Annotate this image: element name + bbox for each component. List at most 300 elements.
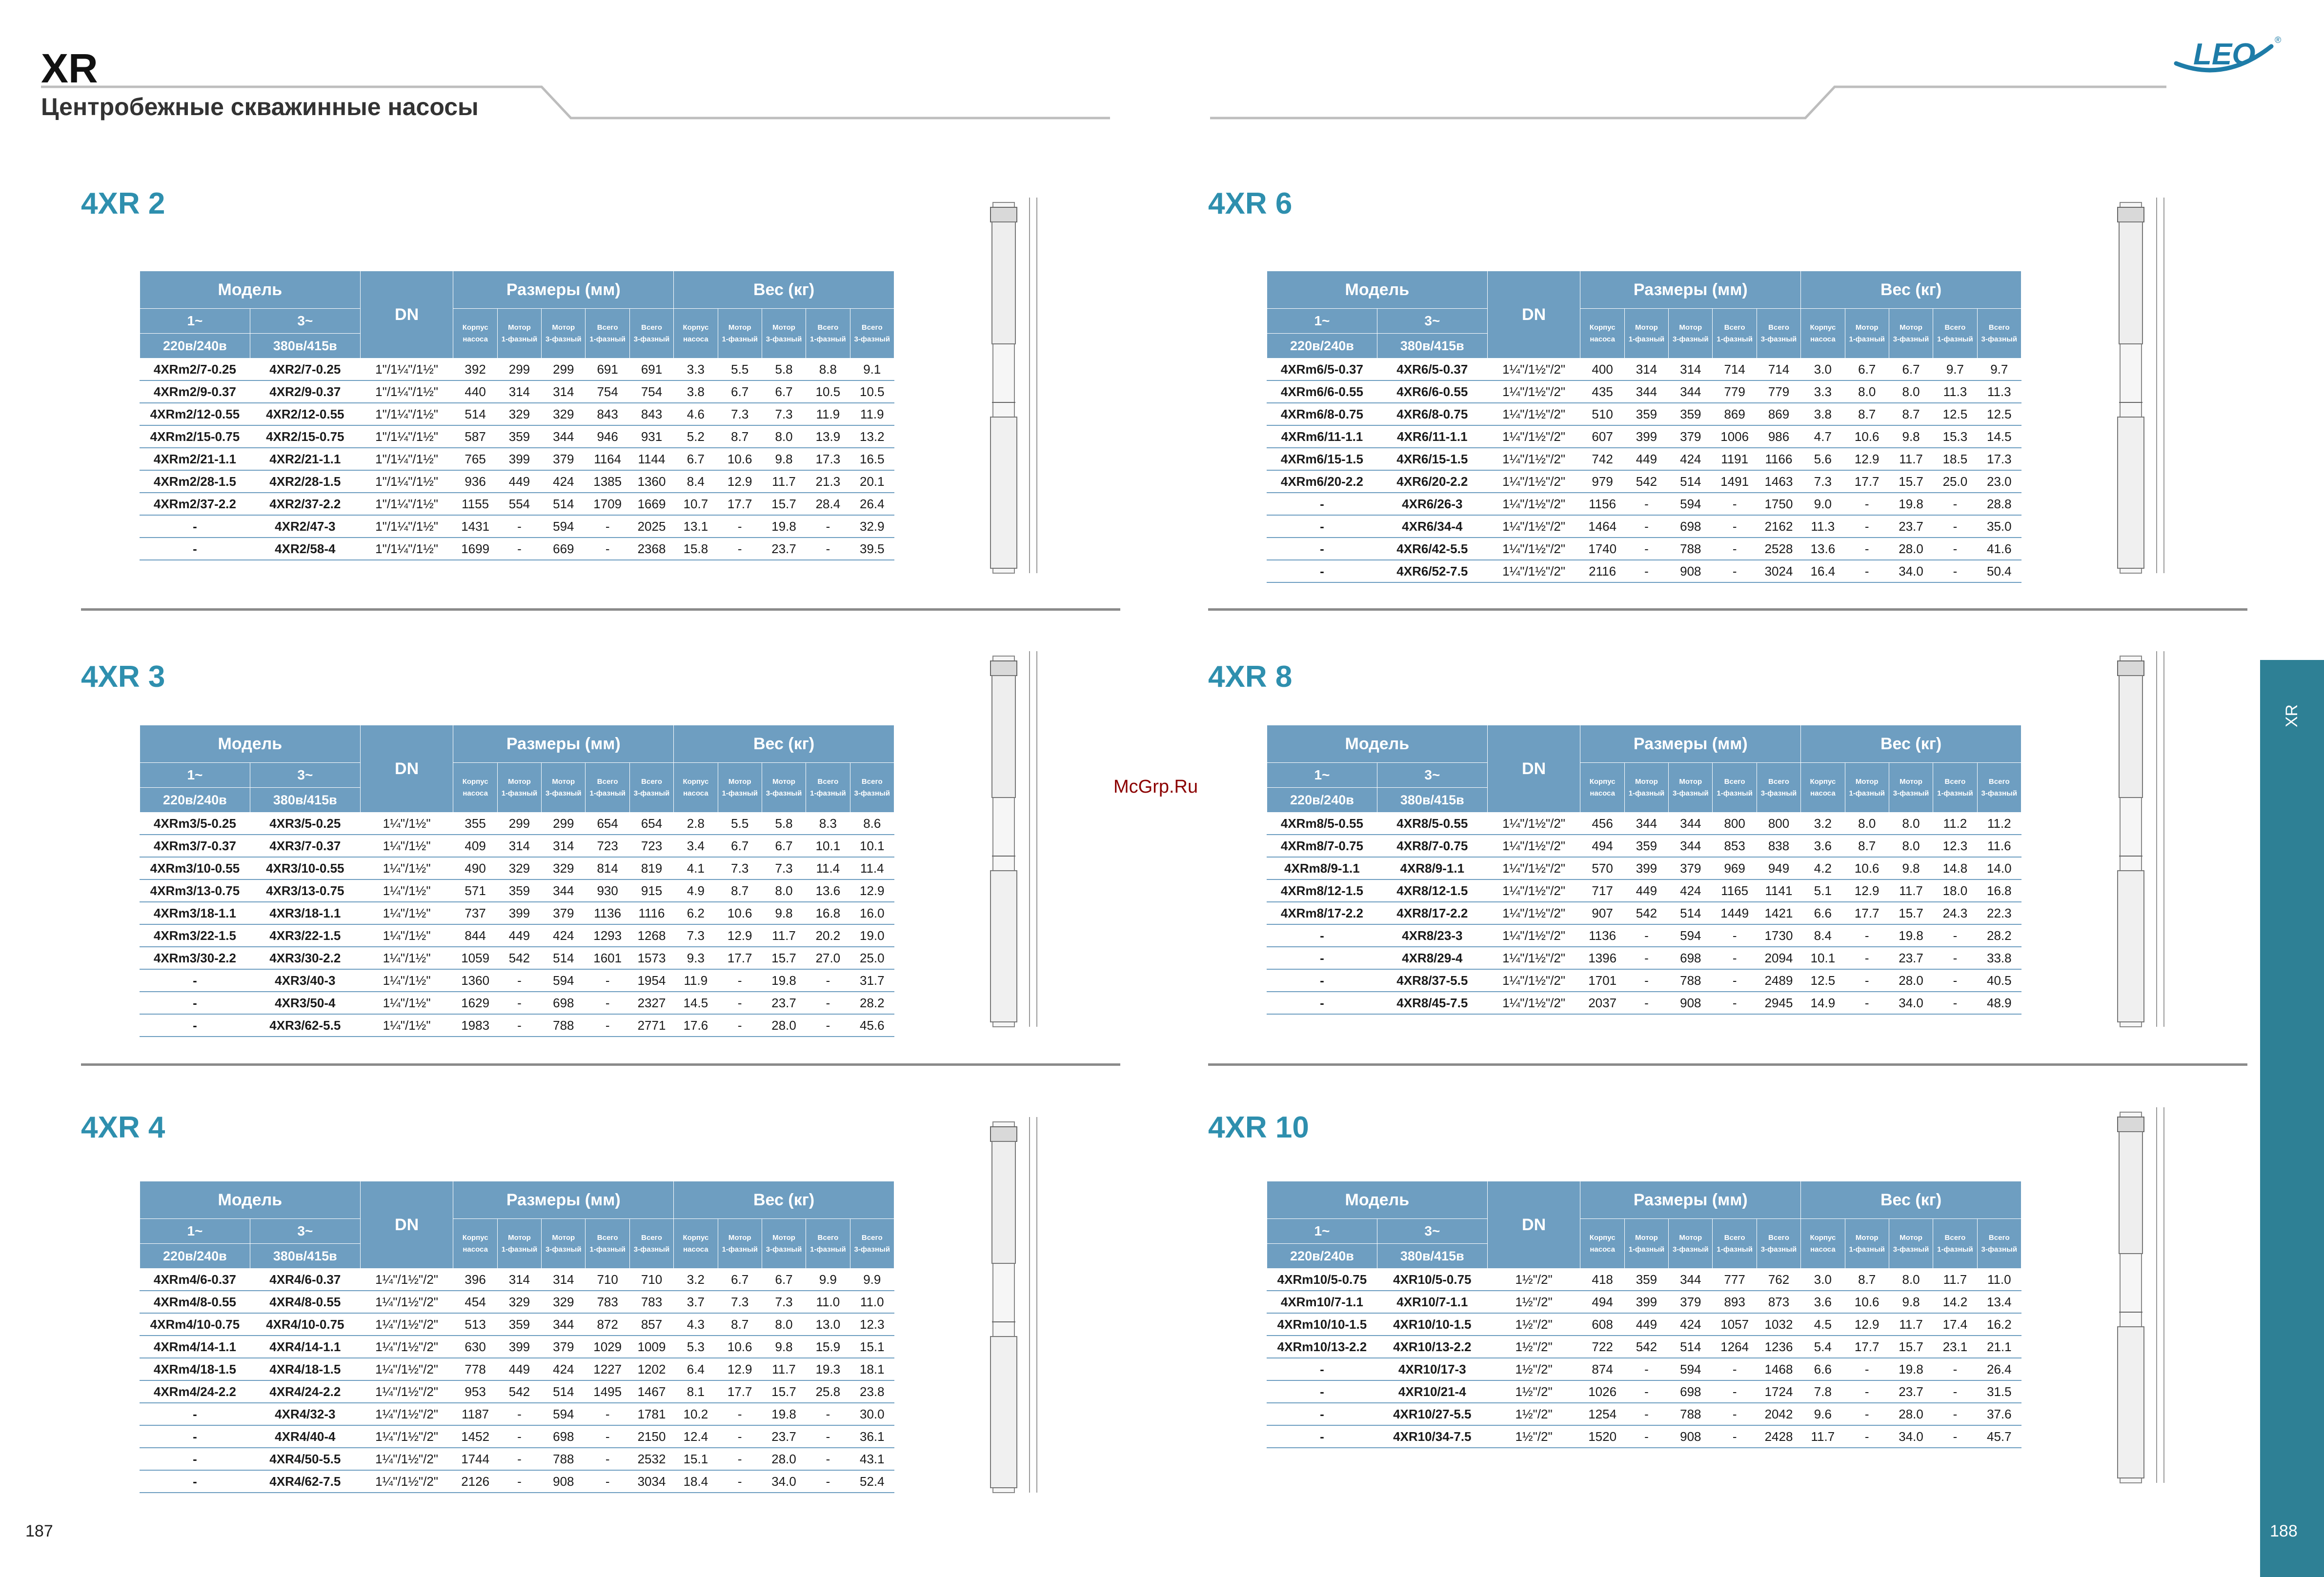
header-total-3ph-line2: 3-фазный [854, 1245, 890, 1254]
value-cell: 654 [586, 813, 629, 835]
value-cell: 514 [1669, 1336, 1713, 1358]
header-single-voltage: 220в/240в [140, 1244, 250, 1269]
header-total-1ph [586, 1219, 629, 1269]
value-cell: 23.0 [1977, 470, 2021, 493]
header-motor-3ph-line1: Мотор [1900, 1233, 1922, 1242]
value-cell: - [1624, 969, 1668, 992]
table-row [1267, 835, 2021, 857]
table-row [1267, 969, 2021, 992]
value-cell: 449 [1624, 1313, 1668, 1336]
value-cell: 542 [1624, 1336, 1668, 1358]
model-cell: 4XRm8/7-0.75 [1267, 835, 1377, 857]
value-cell: 7.3 [762, 857, 806, 879]
value-cell: 314 [1624, 359, 1668, 381]
model-cell: - [1267, 1358, 1377, 1380]
header-motor-1ph [497, 1219, 541, 1269]
header-dn: DN [360, 725, 453, 813]
header-pump-body-line1: Корпус [1810, 1233, 1836, 1242]
value-cell: 513 [453, 1313, 497, 1336]
value-cell: 3.8 [1801, 403, 1845, 425]
value-cell: 8.0 [1845, 813, 1889, 835]
header-single-voltage: 220в/240в [140, 334, 250, 359]
header-motor-1ph-line1: Мотор [508, 323, 531, 332]
value-cell: 25.8 [806, 1380, 850, 1403]
value-cell: 8.6 [850, 813, 894, 835]
header-pump-body-line1: Корпус [683, 1233, 709, 1242]
value-cell: 7.3 [718, 857, 762, 879]
table-row [140, 359, 894, 381]
value-cell: 33.8 [1977, 947, 2021, 969]
value-cell: - [1713, 992, 1757, 1014]
header-motor-3ph [1669, 309, 1713, 359]
header-total-3ph-line1: Всего [1768, 323, 1789, 332]
header-three-phase: 3~ [1377, 309, 1487, 334]
model-cell: 4XRm4/18-1.5 [140, 1358, 250, 1380]
header-total-1ph-line1: Всего [817, 777, 839, 786]
value-cell: 34.0 [1889, 560, 1933, 582]
header-motor-3ph-line2: 3-фазный [1893, 789, 1929, 798]
value-cell: - [1713, 947, 1757, 969]
value-cell: 15.7 [762, 1380, 806, 1403]
header-total-3ph-line1: Всего [861, 777, 883, 786]
value-cell: - [1624, 560, 1668, 582]
value-cell: - [806, 1403, 850, 1425]
header-single-voltage: 220в/240в [140, 788, 250, 813]
value-cell: 23.7 [762, 1425, 806, 1448]
value-cell: 379 [542, 1336, 586, 1358]
value-cell: 1155 [453, 493, 497, 515]
header-motor-1ph-line2: 1-фазный [1849, 789, 1885, 798]
model-cell: 4XR6/52-7.5 [1377, 560, 1487, 582]
value-cell: 6.7 [718, 835, 762, 857]
value-cell: 31.5 [1977, 1380, 2021, 1403]
value-cell: 13.4 [1977, 1291, 2021, 1313]
value-cell: 3.7 [674, 1291, 718, 1313]
value-cell: 8.7 [1845, 835, 1889, 857]
value-cell: 1573 [629, 947, 673, 969]
table-row [140, 403, 894, 425]
value-cell: 12.3 [850, 1313, 894, 1336]
header-motor-3ph-line2: 3-фазный [766, 1245, 802, 1254]
value-cell: 11.6 [1977, 835, 2021, 857]
value-cell: 843 [586, 403, 629, 425]
value-cell: 788 [542, 1448, 586, 1470]
header-single-phase: 1~ [140, 309, 250, 334]
model-cell: - [140, 1403, 250, 1425]
value-cell: 7.3 [718, 1291, 762, 1313]
value-cell: 10.6 [1845, 857, 1889, 879]
header-total-3ph [629, 1219, 673, 1269]
value-cell: 43.1 [850, 1448, 894, 1470]
value-cell: 2327 [629, 992, 673, 1014]
value-cell: - [1933, 1358, 1977, 1380]
value-cell: 907 [1580, 902, 1624, 924]
model-cell: 4XRm3/5-0.25 [140, 813, 250, 835]
header-total-3ph [850, 1219, 894, 1269]
value-cell: 11.9 [850, 403, 894, 425]
value-cell: 722 [1580, 1336, 1624, 1358]
model-cell: 4XRm10/10-1.5 [1267, 1313, 1377, 1336]
dn-cell: 1½"/2" [1487, 1425, 1580, 1448]
value-cell: 2042 [1757, 1403, 1800, 1425]
value-cell: 1187 [453, 1403, 497, 1425]
section-side-tab [2260, 660, 2324, 1577]
header-motor-1ph-line2: 1-фазный [1849, 1245, 1885, 1254]
header-total-3ph-line1: Всего [861, 1233, 883, 1242]
value-cell: - [586, 969, 629, 992]
dn-cell: 1"/1¼"/1½" [360, 470, 453, 493]
header-total-1ph-line2: 1-фазный [1937, 789, 1973, 798]
model-cell: 4XRm4/8-0.55 [140, 1291, 250, 1313]
table-row [140, 879, 894, 902]
header-total-3ph-line1: Всего [861, 323, 883, 332]
model-cell: 4XRm6/11-1.1 [1267, 425, 1377, 448]
header-total-3ph [850, 309, 894, 359]
header-motor-1ph-line2: 1-фазный [722, 1245, 758, 1254]
value-cell: - [497, 515, 541, 538]
value-cell: 17.7 [1845, 470, 1889, 493]
value-cell: 1699 [453, 538, 497, 560]
dn-cell: 1¼"/1½"/2" [1487, 857, 1580, 879]
model-cell: - [1267, 992, 1377, 1014]
header-pump-body-line2: насоса [683, 1245, 708, 1254]
header-dn: DN [1487, 1181, 1580, 1269]
dn-cell: 1½"/2" [1487, 1380, 1580, 1403]
value-cell: 344 [542, 879, 586, 902]
value-cell: 21.3 [806, 470, 850, 493]
value-cell: 424 [1669, 879, 1713, 902]
model-cell: 4XR10/17-3 [1377, 1358, 1487, 1380]
value-cell: 45.7 [1977, 1425, 2021, 1448]
value-cell: 3024 [1757, 560, 1800, 582]
model-cell: 4XRm2/28-1.5 [140, 470, 250, 493]
value-cell: 16.8 [1977, 879, 2021, 902]
value-cell: 3.3 [674, 359, 718, 381]
value-cell: 13.9 [806, 425, 850, 448]
value-cell: 25.0 [1933, 470, 1977, 493]
model-cell: 4XR6/5-0.37 [1377, 359, 1487, 381]
header-total-1ph-line2: 1-фазный [589, 1245, 626, 1254]
value-cell: 946 [586, 425, 629, 448]
value-cell: 314 [497, 1269, 541, 1291]
value-cell: 5.5 [718, 359, 762, 381]
value-cell: 11.7 [762, 470, 806, 493]
value-cell: 399 [1624, 425, 1668, 448]
value-cell: 3.0 [1801, 1269, 1845, 1291]
value-cell: 424 [1669, 1313, 1713, 1336]
header-total-1ph-line1: Всего [597, 323, 618, 332]
header-dimensions: Размеры (мм) [453, 271, 674, 309]
value-cell: 454 [453, 1291, 497, 1313]
pump-drawing [2103, 1098, 2171, 1490]
value-cell: 11.4 [850, 857, 894, 879]
value-cell: 11.7 [1801, 1425, 1845, 1448]
value-cell: 5.6 [1801, 448, 1845, 470]
value-cell: - [586, 515, 629, 538]
value-cell: - [1845, 560, 1889, 582]
value-cell: 424 [542, 1358, 586, 1380]
value-cell: 456 [1580, 813, 1624, 835]
model-cell: 4XRm6/6-0.55 [1267, 380, 1377, 403]
header-motor-3ph-line1: Мотор [1679, 323, 1702, 332]
value-cell: 6.4 [674, 1358, 718, 1380]
dn-cell: 1¼"/1½"/2" [360, 1291, 453, 1313]
table-row [140, 835, 894, 857]
header-three-phase: 3~ [1377, 1219, 1487, 1244]
header-pump-body-line2: насоса [463, 335, 488, 343]
value-cell: 779 [1757, 380, 1800, 403]
model-cell: 4XRm10/7-1.1 [1267, 1291, 1377, 1313]
header-total-3ph [1757, 763, 1800, 813]
dn-cell: 1"/1¼"/1½" [360, 515, 453, 538]
value-cell: 14.2 [1933, 1291, 1977, 1313]
value-cell: 931 [629, 425, 673, 448]
header-motor-1ph [1845, 763, 1889, 813]
value-cell: 17.4 [1933, 1313, 1977, 1336]
pump-drawing [976, 188, 1044, 580]
value-cell: 2025 [629, 515, 673, 538]
value-cell: 1165 [1713, 879, 1757, 902]
model-cell: 4XR8/45-7.5 [1377, 992, 1487, 1014]
header-weight: Вес (кг) [674, 725, 894, 763]
header-pump-body-line2: насоса [1810, 335, 1836, 343]
value-cell: - [806, 992, 850, 1014]
spec-table-4xr6 [1267, 271, 2021, 583]
value-cell: 16.5 [850, 448, 894, 470]
value-cell: - [1713, 924, 1757, 947]
header-motor-3ph-line1: Мотор [772, 323, 795, 332]
value-cell: - [586, 1470, 629, 1493]
value-cell: - [806, 538, 850, 560]
header-motor-3ph-line2: 3-фазный [766, 335, 802, 343]
value-cell: 800 [1757, 813, 1800, 835]
value-cell: 18.4 [674, 1470, 718, 1493]
value-cell: 13.6 [1801, 538, 1845, 560]
value-cell: - [718, 1403, 762, 1425]
dn-cell: 1¼"/1½" [360, 879, 453, 902]
value-cell: - [1933, 538, 1977, 560]
value-cell: 8.0 [1889, 1269, 1933, 1291]
header-model: Модель [140, 1181, 361, 1219]
value-cell: 314 [542, 380, 586, 403]
header-dimensions: Размеры (мм) [1580, 271, 1801, 309]
header-motor-1ph-line2: 1-фазный [501, 335, 538, 343]
value-cell: 359 [497, 1313, 541, 1336]
page-number-left: 187 [25, 1522, 53, 1540]
header-weight: Вес (кг) [1801, 1181, 2021, 1219]
value-cell: 8.0 [1889, 813, 1933, 835]
value-cell: 13.6 [806, 879, 850, 902]
table-row [140, 947, 894, 969]
value-cell: 379 [542, 902, 586, 924]
value-cell: 28.4 [806, 493, 850, 515]
value-cell: 14.8 [1933, 857, 1977, 879]
header-motor-3ph-line1: Мотор [1679, 777, 1702, 786]
value-cell: - [497, 1403, 541, 1425]
value-cell: 554 [497, 493, 541, 515]
value-cell: - [1933, 1425, 1977, 1448]
header-motor-1ph-line2: 1-фазный [1849, 335, 1885, 343]
value-cell: 838 [1757, 835, 1800, 857]
model-cell: 4XRm8/5-0.55 [1267, 813, 1377, 835]
header-pump-body [453, 763, 497, 813]
value-cell: 418 [1580, 1269, 1624, 1291]
value-cell: 16.2 [1977, 1313, 2021, 1336]
value-cell: 9.9 [850, 1269, 894, 1291]
value-cell: 869 [1713, 403, 1757, 425]
table-row [140, 1269, 894, 1291]
value-cell: 915 [629, 879, 673, 902]
model-cell: 4XRm8/17-2.2 [1267, 902, 1377, 924]
dn-cell: 1½"/2" [1487, 1291, 1580, 1313]
header-pump-body-line1: Корпус [683, 323, 709, 332]
table-row [1267, 425, 2021, 448]
value-cell: 969 [1713, 857, 1757, 879]
value-cell: - [1845, 515, 1889, 538]
header-model: Модель [1267, 271, 1488, 309]
value-cell: 936 [453, 470, 497, 493]
header-pump-body [453, 309, 497, 359]
dn-cell: 1¼"/1½"/2" [1487, 380, 1580, 403]
value-cell: 778 [453, 1358, 497, 1380]
model-cell: 4XR10/21-4 [1377, 1380, 1487, 1403]
header-pump-body-line1: Корпус [462, 323, 488, 332]
header-total-3ph-line2: 3-фазный [1981, 789, 2018, 798]
value-cell: 28.0 [1889, 969, 1933, 992]
dn-cell: 1"/1¼"/1½" [360, 359, 453, 381]
value-cell: 17.6 [674, 1014, 718, 1037]
value-cell: 9.7 [1933, 359, 1977, 381]
value-cell: 359 [1624, 403, 1668, 425]
header-motor-3ph-line2: 3-фазный [546, 789, 582, 798]
value-cell: 10.1 [806, 835, 850, 857]
model-cell: 4XRm3/30-2.2 [140, 947, 250, 969]
value-cell: 11.7 [1889, 879, 1933, 902]
value-cell: 8.7 [1845, 1269, 1889, 1291]
value-cell: 18.0 [1933, 879, 1977, 902]
value-cell: 1385 [586, 470, 629, 493]
value-cell: 16.4 [1801, 560, 1845, 582]
dn-cell: 1¼"/1½" [360, 813, 453, 835]
value-cell: 8.7 [718, 879, 762, 902]
table-row [140, 924, 894, 947]
value-cell: 14.5 [674, 992, 718, 1014]
header-motor-1ph-line2: 1-фазный [1628, 789, 1665, 798]
value-cell: - [806, 1425, 850, 1448]
header-total-1ph-line1: Всего [1944, 323, 1966, 332]
value-cell: 5.1 [1801, 879, 1845, 902]
header-pump-body-line1: Корпус [1589, 323, 1616, 332]
section-title-4xr2: 4XR 2 [81, 187, 165, 220]
value-cell: - [1624, 1425, 1668, 1448]
value-cell: 8.0 [762, 1313, 806, 1336]
value-cell: - [1624, 1358, 1668, 1380]
value-cell: 788 [1669, 1403, 1713, 1425]
header-divider [0, 83, 2324, 127]
value-cell: 9.8 [1889, 425, 1933, 448]
table-row [1267, 1380, 2021, 1403]
header-three-phase: 3~ [250, 309, 360, 334]
header-model: Модель [1267, 725, 1488, 763]
value-cell: 630 [453, 1336, 497, 1358]
value-cell: - [718, 1470, 762, 1493]
table-row [140, 515, 894, 538]
value-cell: 12.5 [1801, 969, 1845, 992]
value-cell: 7.3 [762, 1291, 806, 1313]
model-cell: 4XRm4/6-0.37 [140, 1269, 250, 1291]
model-cell: 4XR2/9-0.37 [250, 380, 360, 403]
header-total-3ph [1757, 1219, 1800, 1269]
value-cell: 7.3 [718, 403, 762, 425]
value-cell: 587 [453, 425, 497, 448]
dn-cell: 1"/1¼"/1½" [360, 380, 453, 403]
model-cell: 4XR4/8-0.55 [250, 1291, 360, 1313]
header-motor-1ph [718, 763, 762, 813]
value-cell: 9.8 [1889, 857, 1933, 879]
value-cell: 35.0 [1977, 515, 2021, 538]
table-row [140, 857, 894, 879]
pump-drawing [976, 641, 1044, 1034]
value-cell: 11.7 [1889, 1313, 1933, 1336]
header-dimensions: Размеры (мм) [453, 725, 674, 763]
value-cell: 11.4 [806, 857, 850, 879]
model-cell: - [140, 1448, 250, 1470]
value-cell: 6.6 [1801, 902, 1845, 924]
model-cell: 4XRm10/13-2.2 [1267, 1336, 1377, 1358]
header-motor-3ph-line1: Мотор [772, 777, 795, 786]
model-cell: 4XRm2/15-0.75 [140, 425, 250, 448]
value-cell: - [586, 1425, 629, 1448]
header-single-phase: 1~ [140, 763, 250, 788]
value-cell: 1202 [629, 1358, 673, 1380]
value-cell: 754 [586, 380, 629, 403]
header-motor-3ph-line2: 3-фазный [1673, 1245, 1709, 1254]
dn-cell: 1¼"/1½" [360, 947, 453, 969]
value-cell: 783 [629, 1291, 673, 1313]
value-cell: 5.4 [1801, 1336, 1845, 1358]
table-row [1267, 1358, 2021, 1380]
value-cell: 20.1 [850, 470, 894, 493]
value-cell: 8.4 [674, 470, 718, 493]
dn-cell: 1¼"/1½"/2" [1487, 493, 1580, 515]
value-cell: 15.7 [762, 947, 806, 969]
value-cell: 800 [1713, 813, 1757, 835]
value-cell: 1116 [629, 902, 673, 924]
header-total-1ph [1933, 1219, 1977, 1269]
value-cell: 762 [1757, 1269, 1800, 1291]
value-cell: 594 [1669, 924, 1713, 947]
value-cell: 979 [1580, 470, 1624, 493]
value-cell: 1032 [1757, 1313, 1800, 1336]
value-cell: 11.2 [1977, 813, 2021, 835]
model-cell: 4XR3/50-4 [250, 992, 360, 1014]
header-motor-3ph-line2: 3-фазный [1893, 1245, 1929, 1254]
value-cell: 13.2 [850, 425, 894, 448]
value-cell: 1057 [1713, 1313, 1757, 1336]
pump-drawing [2103, 641, 2171, 1034]
header-total-3ph [629, 763, 673, 813]
dn-cell: 1¼"/1½" [360, 969, 453, 992]
value-cell: 1191 [1713, 448, 1757, 470]
header-model: Модель [140, 725, 361, 763]
value-cell: 594 [542, 969, 586, 992]
value-cell: - [1845, 992, 1889, 1014]
dn-cell: 1¼"/1½" [360, 992, 453, 1014]
value-cell: 1629 [453, 992, 497, 1014]
value-cell: 6.7 [674, 448, 718, 470]
value-cell: - [718, 1425, 762, 1448]
value-cell: 1467 [629, 1380, 673, 1403]
